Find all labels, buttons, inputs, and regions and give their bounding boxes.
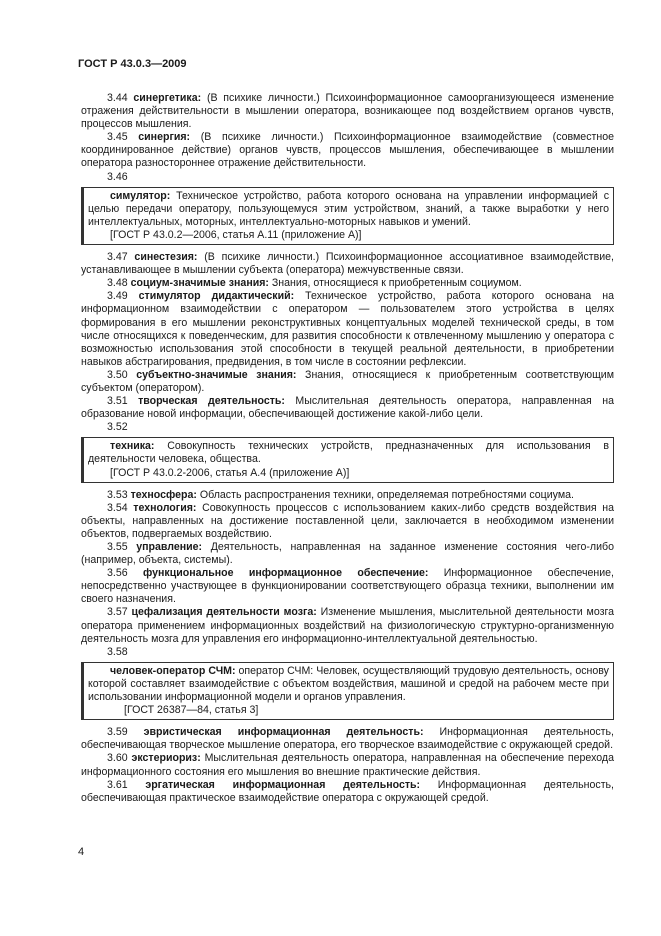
definition-entry: [81, 369, 614, 395]
entry-text: (В психике личности.) Психоинформационное самоорганизующееся изменение отражения действительности в мышлении оператора, возникающее под воздействием органов чувств, процессов мышления.: [81, 92, 614, 131]
entry-number: 3.55: [107, 541, 128, 553]
entry-text: Совокупность процессов с использованием каких-либо средств воздействия на объекты, направленных на достижение поставленной цели, заключается в необходимом изменении объектов, подвергаемых воздействию.: [81, 501, 614, 540]
entries-group-4: [81, 726, 614, 805]
entry-number: 3.52: [107, 421, 128, 434]
entry-text: Информационная деятельность, обеспечивающая практическое взаимодействие оператора с окружающей средой.: [81, 778, 615, 804]
entry-text: Знания, относящиеся к приобретенным социумом.: [268, 277, 522, 290]
definition-entry: [81, 752, 614, 778]
entry-text: Деятельность, направленная на заданное изменение состояния чего-либо (например, объекта, системы).: [81, 541, 614, 567]
entry-number: 3.47: [107, 251, 128, 264]
entry-number: 3.50: [107, 368, 128, 381]
entry-term: социум-значимые знания:: [130, 277, 269, 290]
entry-term: экстериориз:: [131, 752, 201, 765]
document-body: [81, 92, 614, 805]
entry-number: 3.61: [107, 778, 128, 791]
box-definition: [88, 665, 609, 704]
entry-text: Мыслительная деятельность оператора, направленная на образование новой информации, обеспечивающей достижение какой-либо цели.: [81, 395, 614, 421]
box-definition: [88, 190, 609, 229]
entry-term: эргатическая информационная деятельность:: [145, 778, 421, 791]
entry-term: стимулятор дидактический:: [138, 290, 295, 303]
entries-group-1: [81, 92, 614, 171]
entry-number: 3.58: [107, 645, 128, 658]
entry-text: Область распространения техники, определяемая потребностями социума.: [196, 488, 574, 501]
entry-number: 3.57: [107, 606, 128, 619]
entry-number: 3.54: [107, 501, 128, 514]
definition-entry: [81, 541, 614, 567]
entry-number: 3.60: [107, 752, 128, 765]
box-text: Техническое устройство, работа которого основана на управлении информацией с целью передачи оператору, пользующемуся этим устройством, знаний, а также выработки у него интеллектуальных, моторных, интеллектуально-моторных навыков и умений.: [88, 189, 609, 228]
definition-entry: [81, 606, 614, 645]
definition-entry: [81, 489, 614, 502]
definition-entry: [81, 251, 614, 277]
entry-number: 3.44: [107, 92, 128, 104]
entry-text: Информационная деятельность, обеспечивающая творческое мышление оператора, его творческое взаимодействие с окружающей средой.: [81, 726, 614, 752]
box-reference: [ГОСТ 26387—84, статья 3]: [124, 704, 259, 717]
entry-text: Изменение мышления, мыслительной деятельности мозга оператора применением информационных воздействий на физиологическую структурно-организменную деятельность мозга для управления его информационно-интеллектуальной деятельностью.: [81, 606, 614, 645]
page-number: 4: [78, 846, 85, 858]
entry-text: (В психике личности.) Психоинформационное ассоциативное взаимодействие, устанавливающее в мышлении субъекта (оператора) межчувственные связи.: [81, 251, 614, 277]
entry-number: 3.53: [107, 488, 128, 501]
definition-box: [81, 187, 614, 245]
entry-text: (В психике личности.) Психоинформационное взаимодействие (совместное координированное действие) органов чувств, процессов мышления, обеспечивающее в мышлении оператора разностороннее отражение действительности.: [81, 131, 614, 170]
box-reference: [ГОСТ Р 43.0.2—2006, статья А.11 (приложение А)]: [110, 228, 362, 241]
entry-term: синестезия:: [134, 251, 198, 264]
definition-entry: [81, 726, 614, 752]
entry-text: Мыслительная деятельность оператора, направленная на обеспечение перехода информационного состояния его мышления во внешние практические действия.: [81, 752, 614, 778]
definition-entry: [81, 92, 614, 131]
entry-number: 3.48: [107, 277, 128, 290]
document-header: ГОСТ Р 43.0.3—2009: [78, 58, 187, 70]
definition-entry: [81, 131, 614, 170]
entry-term: синергетика:: [133, 92, 202, 104]
entry-term: цефализация деятельности мозга:: [131, 606, 317, 619]
entry-text: Знания, относящиеся к приобретенным соответствующим субъектом (оператором).: [81, 368, 614, 394]
entry-number: 3.56: [107, 567, 128, 580]
box-term: человек-оператор СЧМ:: [110, 664, 236, 677]
entry-number: 3.51: [107, 395, 128, 408]
box-definition: [88, 440, 609, 466]
entry-term: синергия:: [138, 131, 191, 144]
entry-term: эвристическая информационная деятельность:: [143, 726, 424, 739]
box-reference: [ГОСТ Р 43.0.2-2006, статья А.4 (приложение А)]: [110, 466, 350, 479]
entry-number: 3.45: [107, 131, 128, 144]
entries-group-2: [81, 251, 614, 421]
entry-text: Техническое устройство, работа которого основана на информационном взаимодействии с оператором — пользователем этого устройства в целях формирования в его мышлении реконструктивных концептуальных моделей технической среды, в том числе относящихся к поведенческим, для развития способности к отвлеченному мышлению у оператора с возможностью использования этой способности в текущей реальной деятельности, в приобретении навыков абстрагирования, предвидения, в том числе в состоянии рефлексии.: [81, 290, 614, 368]
box-text: оператор СЧМ: Человек, осуществляющий трудовую деятельность, основу которой составляет взаимодействие с объектом воздействия, машиной и средой на рабочем месте при использовании информационной модели и органов управления.: [88, 664, 609, 704]
entry-term: управление:: [136, 541, 203, 553]
definition-entry: [81, 290, 614, 369]
entry-term: творческая деятельность:: [138, 395, 285, 408]
entry-term: субъектно-значимые знания:: [136, 368, 297, 381]
box-text: Совокупность технических устройств, предназначенных для использования в деятельности человека, общества.: [88, 440, 609, 466]
definition-entry: [81, 567, 614, 606]
definition-entry: [81, 277, 614, 290]
entry-term: техносфера:: [130, 488, 197, 501]
entry-text: Информационное обеспечение, непосредственно участвующее в функционировании соответствующего образца техники, выполнении им своего назначения.: [81, 567, 614, 606]
definition-entry: [81, 779, 614, 805]
definition-box: [81, 437, 614, 482]
entry-term: функциональное информационное обеспечение:: [143, 567, 429, 580]
entries-group-3: [81, 489, 614, 646]
definition-box: [81, 662, 614, 720]
box-term: техника:: [110, 440, 155, 453]
box-term: симулятор:: [110, 189, 171, 202]
definition-entry: [81, 502, 614, 541]
entry-number: 3.49: [107, 290, 128, 303]
entry-term: технология:: [133, 501, 197, 514]
entry-number: 3.59: [107, 726, 128, 739]
definition-entry: [81, 395, 614, 421]
entry-number: 3.46: [107, 170, 128, 183]
